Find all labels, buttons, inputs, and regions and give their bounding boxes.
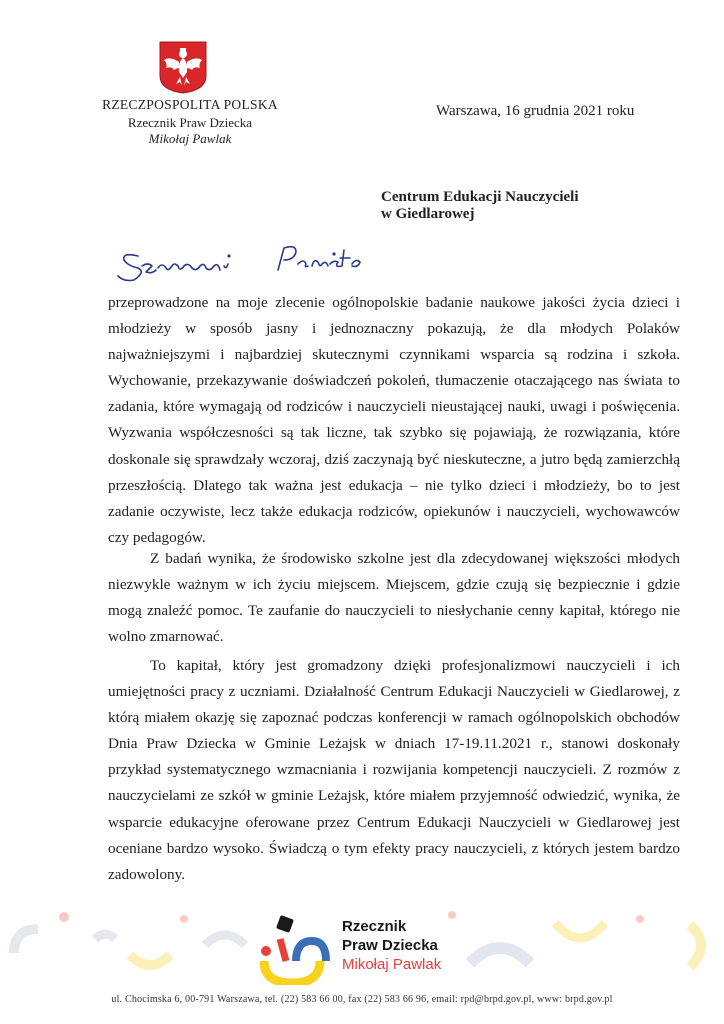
letter-date: Warszawa, 16 grudnia 2021 roku (436, 103, 635, 119)
body-paragraph-1: przeprowadzone na moje zlecenie ogólnopolskie badanie naukowe jakości życia dzieci i młodzieży w sposób jasny i jednoznaczny pokazują, że dla młodych Polaków najważniejszymi i najbardziej skutecznymi czynnikami wsparcia są rodzina i szkoła. Wychowanie, przekazywanie doświadczeń pokoleń, tłumaczenie otaczającego nas świata to zadania, które wymagają od rodziców i nauczycieli nieustającej nauki, uwagi i poświęcenia. Wyzwania współczesności są tak liczne, tak szybko się pojawiają, że rozwiązania, które doskonale się sprawdzały wczoraj, dziś zaczynają być nieskuteczne, a jutro będą zamierzchłą przeszłością. Dlatego tak ważna jest edukacja – nie tylko dzieci i młodzieży, bo to jest zadanie oczywiste, lecz także edukacja rodziców, opiekunów i nauczycieli, wychowawców czy pedagogów. (108, 294, 680, 546)
body-paragraph-2: Z badań wynika, że środowisko szkolne jest dla zdecydowanej większości młodych niezwykle ważnym w ich życiu miejscem. Miejscem, gdzie czują się bezpiecznie i gdzie mogą znaleźć pomoc. Te zaufanie do nauczycieli to niesłychanie cenny kapitał, którego nie wolno zmarnować. (108, 550, 680, 646)
handwritten-salutation (108, 236, 398, 284)
logo-text-line-2: Praw Dziecka (342, 937, 438, 954)
footer-contact: ul. Chocimska 6, 00-791 Warszawa, tel. (22) 583 66 00, fax (22) 583 66 96, email: rpd@brpd.gov.pl, www: brpd.gov.pl (111, 994, 613, 1005)
recipient-line-2: w Giedlarowej (381, 206, 475, 222)
logo-text-line-1: Rzecznik (342, 918, 407, 935)
header-person: Mikołaj Pawlak (148, 131, 232, 146)
polish-eagle-emblem-icon (158, 40, 208, 94)
header-country: RZECZPOSPOLITA POLSKA (102, 97, 278, 112)
header-office: Rzecznik Praw Dziecka (127, 115, 253, 130)
body-paragraph-3: To kapitał, który jest gromadzony dzięki profesjonalizmowi nauczycieli i ich umiejętności pracy z uczniami. Działalność Centrum Edukacji Nauczycieli w Giedlarowej, z którą miałem okazję się zapoznać podczas konferencji w ramach ogólnopolskich obchodów Dnia Praw Dziecka w Gminie Leżajsk w dniach 17-19.11.2021 r., stanowi doskonały przykład systematycznego wzmacniania i rozwijania kompetencji nauczycieli. Z rozmów z nauczycielami ze szkół w gminie Leżajsk, które miałem przyjemność odwiedzić, wynika, że wsparcie edukacyjne oferowane przez Centrum Edukacji Nauczycieli w Giedlarowej jest oceniane bardzo wysoko. Świadczą o tym efekty pracy nauczycieli, z których jestem bardzo zadowolony. (108, 657, 680, 883)
recipient-line-1: Centrum Edukacji Nauczycieli (381, 189, 579, 205)
rpd-logo-icon (261, 915, 326, 983)
logo-text-line-3: Mikołaj Pawlak (342, 956, 442, 973)
